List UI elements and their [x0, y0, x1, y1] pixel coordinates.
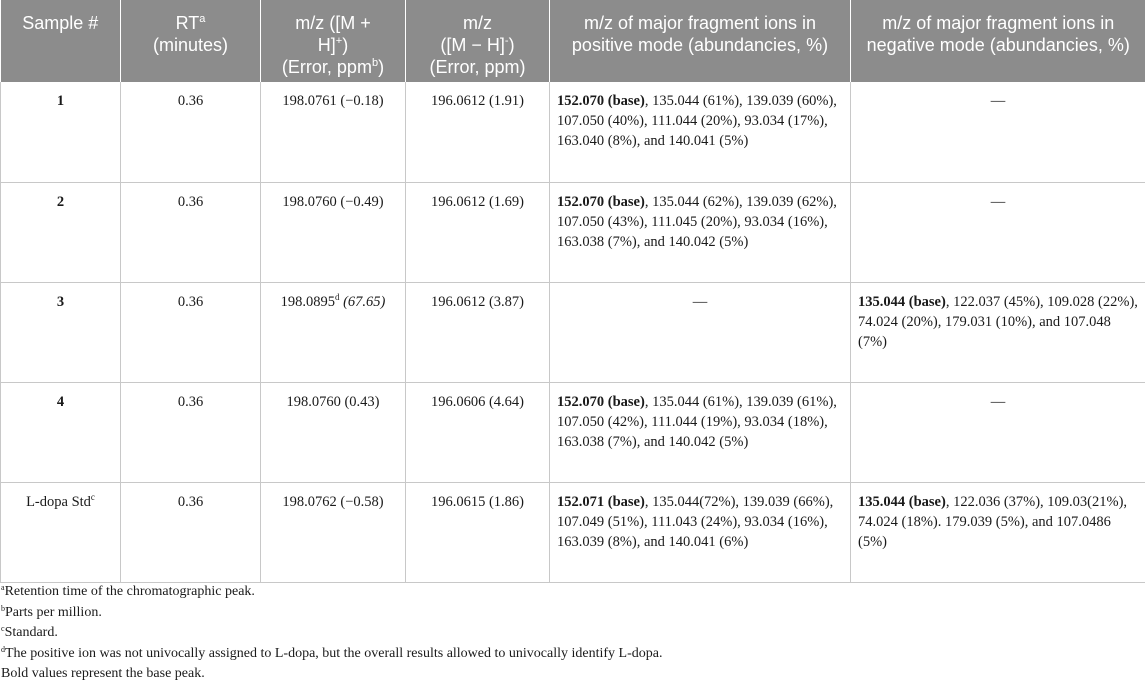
- table-row: [1, 382, 1145, 482]
- sample-cell: 4: [1, 382, 121, 482]
- footnote: $^c$Standard.: [1, 623, 662, 644]
- fragments-negative-cell: 135.044 (base), 122.036 (37%), 109.03(21%), 74.024 (18%). 179.039 (5%), and 107.0486 (5%): [851, 482, 1145, 582]
- fragments-negative-cell: —: [851, 382, 1145, 482]
- table-row: [1, 82, 1145, 182]
- mz-negative-cell: 196.0612 (3.87): [406, 282, 550, 382]
- rt-cell: 0.36: [121, 382, 261, 482]
- mz-positive-cell: 198.0760 (−0.49): [261, 182, 406, 282]
- fragments-positive-cell: 152.070 (base), 135.044 (61%), 139.039 (60%), 107.050 (40%), 111.044 (20%), 93.034 (17%), 163.040 (8%), and 140.041 (5%): [550, 82, 851, 182]
- footnote: Bold values represent the base peak.: [1, 664, 662, 685]
- base-peak: 152.070 (base): [557, 93, 645, 109]
- rt-cell: 0.36: [121, 482, 261, 582]
- base-peak: 152.070 (base): [557, 194, 645, 210]
- mz-negative-cell: 196.0612 (1.69): [406, 182, 550, 282]
- table-row: [1, 282, 1145, 382]
- sample-cell: 1: [1, 82, 121, 182]
- footnote: $^a$Retention time of the chromatographic peak.: [1, 582, 662, 603]
- base-peak: 135.044 (base): [858, 494, 946, 510]
- header-fragments-negative: m/z of major fragment ions in negative mode (abundancies, %): [851, 0, 1145, 82]
- mz-negative-cell: 196.0612 (1.91): [406, 82, 550, 182]
- fragments-positive-cell: —: [550, 282, 851, 382]
- header-mz-negative: m/z ([M − H]-) (Error, ppm): [406, 0, 550, 82]
- sample-cell: 3: [1, 282, 121, 382]
- header-fragments-positive: m/z of major fragment ions in positive mode (abundancies, %): [550, 0, 851, 82]
- mz-positive-cell: 198.0895$^d$ (67.65): [261, 282, 406, 382]
- header-sample: Sample #: [1, 0, 121, 82]
- fragments-negative-cell: —: [851, 182, 1145, 282]
- sample-cell: 2: [1, 182, 121, 282]
- mz-positive-cell: 198.0760 (0.43): [261, 382, 406, 482]
- mz-negative-cell: 196.0615 (1.86): [406, 482, 550, 582]
- fragments-negative-cell: 135.044 (base), 122.037 (45%), 109.028 (22%), 74.024 (20%), 179.031 (10%), and 107.048 (7%): [851, 282, 1145, 382]
- rt-cell: 0.36: [121, 282, 261, 382]
- fragments-positive-cell: 152.071 (base), 135.044(72%), 139.039 (66%), 107.049 (51%), 111.043 (24%), 93.034 (16%), 163.039 (8%), and 140.041 (6%): [550, 482, 851, 582]
- rt-cell: 0.36: [121, 82, 261, 182]
- base-peak: 152.071 (base): [557, 494, 645, 510]
- footnote: $^d$The positive ion was not univocally assigned to L-dopa, but the overall results allowed to univocally identify L-dopa.: [1, 644, 662, 665]
- fragments-positive-cell: 152.070 (base), 135.044 (62%), 139.039 (62%), 107.050 (43%), 111.045 (20%), 93.034 (16%), 163.038 (7%), and 140.042 (5%): [550, 182, 851, 282]
- sample-cell: L-dopa Std$^c$: [1, 482, 121, 582]
- header-rt: $RT^a$ (minutes): [121, 0, 261, 82]
- header-mz-positive: m/z ([M + H]+) (Error, ppm$^b$): [261, 0, 406, 82]
- footnotes: [1, 582, 662, 685]
- table-row: [1, 482, 1145, 582]
- mz-positive-cell: 198.0762 (−0.58): [261, 482, 406, 582]
- rt-cell: 0.36: [121, 182, 261, 282]
- base-peak: 152.070 (base): [557, 394, 645, 410]
- mz-positive-cell: 198.0761 (−0.18): [261, 82, 406, 182]
- footnote: $^b$Parts per million.: [1, 603, 662, 624]
- header-row: [1, 0, 1145, 82]
- fragments-positive-cell: 152.070 (base), 135.044 (61%), 139.039 (61%), 107.050 (42%), 111.044 (19%), 93.034 (18%), 163.038 (7%), and 140.042 (5%): [550, 382, 851, 482]
- fragments-negative-cell: —: [851, 82, 1145, 182]
- base-peak: 135.044 (base): [858, 294, 946, 310]
- mz-negative-cell: 196.0606 (4.64): [406, 382, 550, 482]
- table-row: [1, 182, 1145, 282]
